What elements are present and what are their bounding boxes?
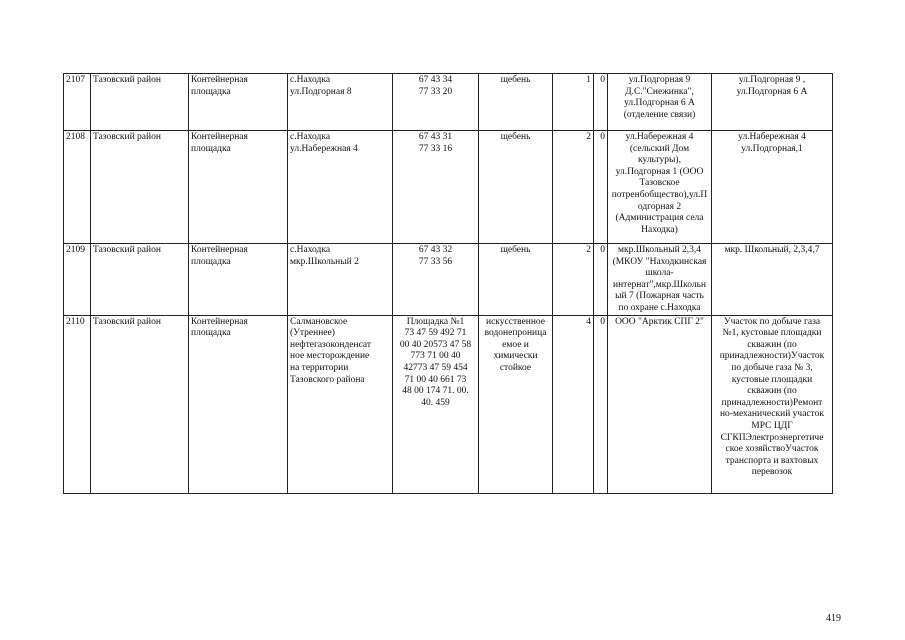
cell-text-line: 77 33 16: [418, 143, 453, 154]
cell-text-line: Площадка №1: [406, 316, 465, 327]
row-id-cell: 2108: [64, 131, 91, 244]
cell-text-line: на территории: [290, 362, 349, 373]
cell-text-line: Д.С."Снежинка",: [625, 86, 694, 97]
cell-text-line: ул.Подгорная 8: [290, 86, 352, 97]
waste-sources-cell: [608, 131, 712, 244]
container-volume-cell: 0: [594, 244, 608, 316]
cell-text-line: ул.Подгорная,1: [741, 143, 803, 154]
cell-text-line: водонепроница: [484, 328, 547, 339]
cell-text-line: мкр.Школьный 2,3,4: [617, 245, 702, 255]
cell-text-line: (сельский Дом: [629, 143, 690, 154]
page-number: 419: [826, 613, 841, 624]
container-count-cell: 4: [553, 315, 594, 493]
waste-sources-cell: [608, 74, 712, 131]
cell-text-line: 67 43 32: [418, 245, 453, 255]
site-type-cell: [189, 244, 288, 316]
cell-text-line: с.Находка: [290, 245, 331, 255]
cell-text-line: мкр.Школьный 2: [290, 256, 359, 267]
address-cell: [288, 131, 393, 244]
cell-text-line: Контейнерная: [191, 245, 248, 255]
cell-text-line: 67 43 31: [418, 132, 453, 142]
cell-text-line: Тазовское: [639, 178, 680, 189]
cell-text-line: ул.Подгорная 1 (ООО: [615, 166, 704, 177]
surface-cell: [479, 315, 553, 493]
site-type-cell: [189, 315, 288, 493]
table-row: [64, 244, 833, 316]
cell-text-line: ул.Набережная 4: [738, 132, 806, 142]
cell-text-line: ый 7 (Пожарная часть: [615, 291, 704, 302]
cell-text-line: транспорта и вахтовых: [725, 455, 819, 466]
cell-text-line: МРС ЦДГ: [751, 420, 793, 431]
cell-text-line: но-механический участок: [719, 409, 825, 420]
cell-text-line: площадка: [191, 143, 231, 154]
cell-text-line: (МКОУ "Находкинская: [612, 256, 707, 267]
cell-text-line: 77 33 20: [418, 86, 453, 97]
cell-text-line: (отделение связи): [623, 109, 696, 120]
table-row: [64, 315, 833, 493]
cell-text-line: нефтегазоконденсат: [290, 339, 372, 350]
cell-text-line: площадка: [191, 328, 231, 339]
served-addresses-cell: [712, 74, 833, 131]
cell-text-line: стойкое: [499, 362, 532, 373]
cell-text-line: 73 47 59 492 71: [404, 328, 467, 339]
cell-text-line: принадлежности)Участок: [719, 351, 825, 362]
cell-text-line: (Утреннее): [290, 328, 335, 339]
coordinates-cell: [393, 244, 479, 316]
cell-text-line: перевозок: [751, 467, 793, 478]
container-volume-cell: 0: [594, 74, 608, 131]
cell-text-line: (Администрация села: [615, 213, 704, 224]
cell-text-line: щебень: [500, 75, 531, 85]
row-id-cell: 2109: [64, 244, 91, 316]
cell-text-line: 67 43 34: [418, 75, 453, 85]
cell-text-line: интернат",мкр.Школьн: [613, 279, 706, 290]
waste-site-table: [63, 73, 833, 494]
cell-text-line: 71 00 40 661 73: [404, 374, 467, 385]
cell-text-line: площадка: [191, 86, 231, 97]
cell-text-line: Контейнерная: [191, 316, 248, 327]
cell-text-line: Находка): [641, 224, 678, 235]
cell-text-line: ул.Набережная 4: [290, 143, 358, 154]
district-cell: Тазовский район: [91, 131, 189, 244]
surface-cell: [479, 74, 553, 131]
cell-text-line: ное месторождение: [290, 351, 370, 362]
district-cell: Тазовский район: [91, 244, 189, 316]
coordinates-cell: [393, 74, 479, 131]
cell-text-line: школа-: [645, 268, 674, 279]
cell-text-line: щебень: [500, 132, 531, 142]
cell-text-line: ул.Подгорная 9: [628, 75, 691, 85]
cell-text-line: 42773 47 59 454: [403, 362, 468, 373]
cell-text-line: одгорная 2: [637, 201, 682, 212]
cell-text-line: скважин (по: [747, 386, 797, 397]
site-type-cell: [189, 74, 288, 131]
cell-text-line: кустовые площадки: [731, 374, 813, 385]
coordinates-cell: [393, 315, 479, 493]
cell-text-line: Салмановское: [290, 316, 348, 327]
cell-text-line: мкр. Школьный, 2,3,4,7: [724, 245, 820, 255]
container-volume-cell: 0: [594, 131, 608, 244]
cell-text-line: 77 33 56: [418, 256, 453, 267]
cell-text-line: 773 71 00 40: [410, 351, 461, 362]
row-id-cell: 2107: [64, 74, 91, 131]
cell-text-line: Контейнерная: [191, 75, 248, 85]
cell-text-line: 00 40 20573 47 58: [399, 339, 472, 350]
cell-text-line: площадка: [191, 256, 231, 267]
cell-text-line: СГКПЭлектроэнергетиче: [720, 432, 824, 443]
container-count-cell: 2: [553, 131, 594, 244]
cell-text-line: Контейнерная: [191, 132, 248, 142]
cell-text-line: ское хозяйствоУчасток: [725, 444, 819, 455]
table-body: [64, 74, 833, 494]
cell-text-line: ул.Подгорная 9 ,: [738, 75, 806, 85]
served-addresses-cell: [712, 131, 833, 244]
container-volume-cell: 0: [594, 315, 608, 493]
cell-text-line: искусственное: [485, 316, 545, 327]
cell-text-line: 48 00 174 71. 00.: [402, 386, 469, 397]
cell-text-line: 40. 459: [421, 397, 450, 408]
cell-text-line: щебень: [500, 245, 531, 255]
waste-sources-cell: [608, 244, 712, 316]
cell-text-line: потренбобщество),ул.П: [611, 189, 708, 200]
cell-text-line: с.Находка: [290, 132, 331, 142]
cell-text-line: Участок по добыче газа: [723, 316, 821, 327]
cell-text-line: с.Находка: [290, 75, 331, 85]
address-cell: [288, 315, 393, 493]
address-cell: [288, 244, 393, 316]
served-addresses-cell: [712, 244, 833, 316]
surface-cell: [479, 244, 553, 316]
cell-text-line: №1, кустовые площадки: [722, 328, 822, 339]
cell-text-line: принадлежности)Ремонт: [721, 397, 823, 408]
district-cell: Тазовский район: [91, 74, 189, 131]
served-addresses-cell: [712, 315, 833, 493]
cell-text-line: культуры),: [638, 155, 681, 166]
site-type-cell: [189, 131, 288, 244]
cell-text-line: по охране с.Находка: [618, 302, 701, 313]
cell-text-line: емое и: [502, 339, 529, 350]
district-cell: Тазовский район: [91, 315, 189, 493]
cell-text-line: ул.Подгорная 6 А: [736, 86, 808, 97]
coordinates-cell: [393, 131, 479, 244]
address-cell: [288, 74, 393, 131]
cell-text-line: химически: [493, 351, 538, 362]
cell-text-line: по добыче газа № 3,: [731, 362, 813, 373]
container-count-cell: 1: [553, 74, 594, 131]
row-id-cell: 2110: [64, 315, 91, 493]
surface-cell: [479, 131, 553, 244]
cell-text-line: ул.Подгорная 6 А: [624, 98, 695, 109]
table-row: [64, 74, 833, 131]
cell-text-line: Тазовского района: [290, 374, 365, 385]
waste-sources-cell: [608, 315, 712, 493]
table-row: [64, 131, 833, 244]
container-count-cell: 2: [553, 244, 594, 316]
cell-text-line: скважин (по: [747, 339, 797, 350]
cell-text-line: ул.Набережная 4: [625, 132, 694, 142]
cell-text-line: ООО "Арктик СПГ 2": [615, 316, 704, 327]
